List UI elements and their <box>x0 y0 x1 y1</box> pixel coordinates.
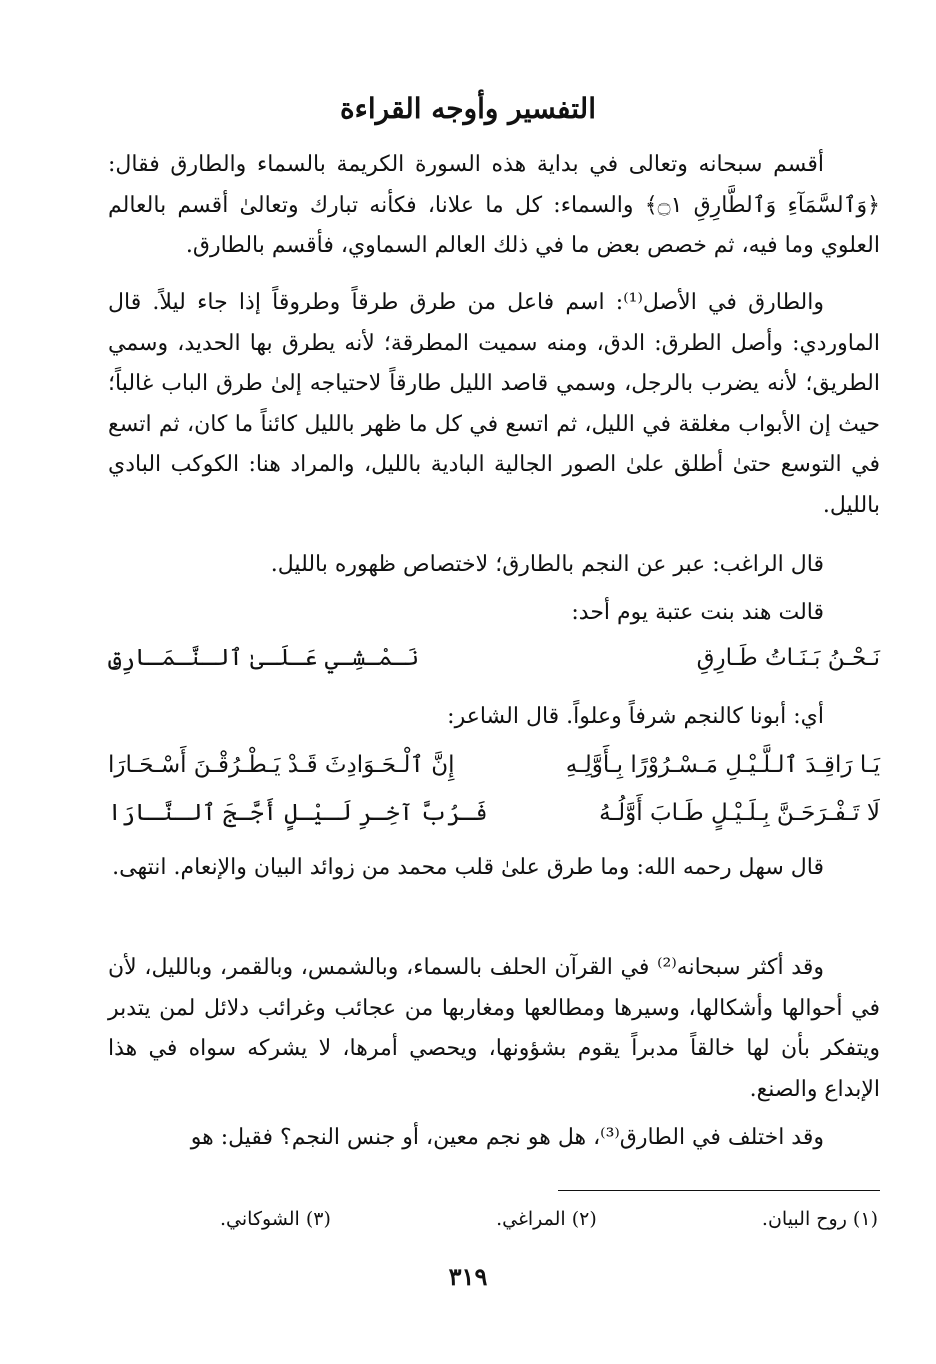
footnotes <box>220 1208 878 1230</box>
poet-verse-1-second-hemistich: إِنَّ ٱلْـحَـوَادِثَ قَـدْ يَـطْـرُقْـنَ أَسْـحَـارَا <box>108 752 455 778</box>
poet-verse-1-first-hemistich: يَـا رَاقِـدَ ٱلـلَّـيْـلِ مَـسْـرُوْرًا بِـأَوَّلِـهِ <box>565 752 880 778</box>
footnote-divider <box>558 1190 880 1191</box>
paragraph-4: قالت هند بنت عتبة يوم أحد: <box>571 600 824 625</box>
paragraph-5: أي: أبونا كالنجم شرفاً وعلواً. قال الشاعر: <box>447 704 824 729</box>
page-title: التفسير وأوجه القراءة <box>340 92 596 125</box>
footnote-3: (٣) الشوكاني. <box>220 1208 331 1230</box>
verse-hind-second-hemistich: نَـمْـشِـي عَـلَـىٰ ٱلـنَّـمَـارِقِ <box>108 645 420 671</box>
paragraph-3: قال الراغب: عبر عن النجم بالطارق؛ لاختصاص ظهوره بالليل. <box>270 552 824 577</box>
poet-verse-2-second-hemistich: فَـرُبَّ آخِـرِ لَـيْـلٍ أَجَّـجَ ٱلـنَّـارَا <box>108 800 488 826</box>
paragraph-6: قال سهل رحمه الله: وما طرق علىٰ قلب محمد من زوائد البيان والإنعام. انتهى. <box>112 855 824 880</box>
footnote-1: (١) روح البيان. <box>761 1208 878 1230</box>
poet-verse-2-first-hemistich: لَا تَـفْـرَحَـنَّ بِـلَـيْـلٍ طَـابَ أَوَّلُـهُ <box>599 800 880 826</box>
paragraph-7: وقد أكثر سبحانه⁽²⁾ في القرآن الحلف بالسماء، وبالشمس، وبالقمر، وبالليل، لأن في أحوالها وأشكالها، وسيرها ومطالعها ومغاربها من عجائب وغرائب دلائل لمن يتدبر ويتفكر بأن لها خالقاً مدبراً يقوم بشؤونها، ويحصي أمرها، لا يشركه سواه في هذا الإبداع والصنع. <box>108 955 881 1102</box>
poet-verse-1 <box>108 752 880 778</box>
page-number: ٣١٩ <box>448 1262 488 1291</box>
footnote-2: (٢) المراغي. <box>496 1208 597 1230</box>
verse-hind-first-hemistich: نَـحْـنُ بَـنَـاتُ طَـارِقِ <box>696 645 880 671</box>
paragraph-2: والطارق في الأصل⁽¹⁾: اسم فاعل من طرق طرقاً وطروقاً إذا جاء ليلاً. قال الماوردي: وأصل الطرق: الدق، ومنه سميت المطرقة؛ لأنه يطرق بها الحديد، وسمي الطريق؛ لأنه يضرب بالرجل، وسمي قاصد الليل طارقاً لاحتياجه إلىٰ طرق الباب غالباً؛ حيث إن الأبواب مغلقة في الليل، ثم اتسع في كل ما ظهر بالليل كائناً ما كان، ثم اتسع في التوسع حتىٰ أطلق علىٰ الصور الجالية البادية بالليل، والمراد هنا: الكوكب البادي بالليل. <box>108 290 880 518</box>
verse-hind <box>108 645 880 671</box>
poet-verse-2 <box>108 800 880 826</box>
paragraph-8: وقد اختلف في الطارق⁽³⁾، هل هو نجم معين، أو جنس النجم؟ فقيل: هو <box>190 1125 824 1150</box>
paragraph-1: أقسم سبحانه وتعالى في بداية هذه السورة الكريمة بالسماء والطارق فقال: ﴿وَٱلسَّمَآءِ وَٱلطَّارِقِ ۝١﴾ والسماء: كل ما علانا، فكأنه تبارك وتعالىٰ أقسم بالعالم العلوي وما فيه، ثم خصص بعض ما في ذلك العالم السماوي، فأقسم بالطارق. <box>108 152 881 258</box>
